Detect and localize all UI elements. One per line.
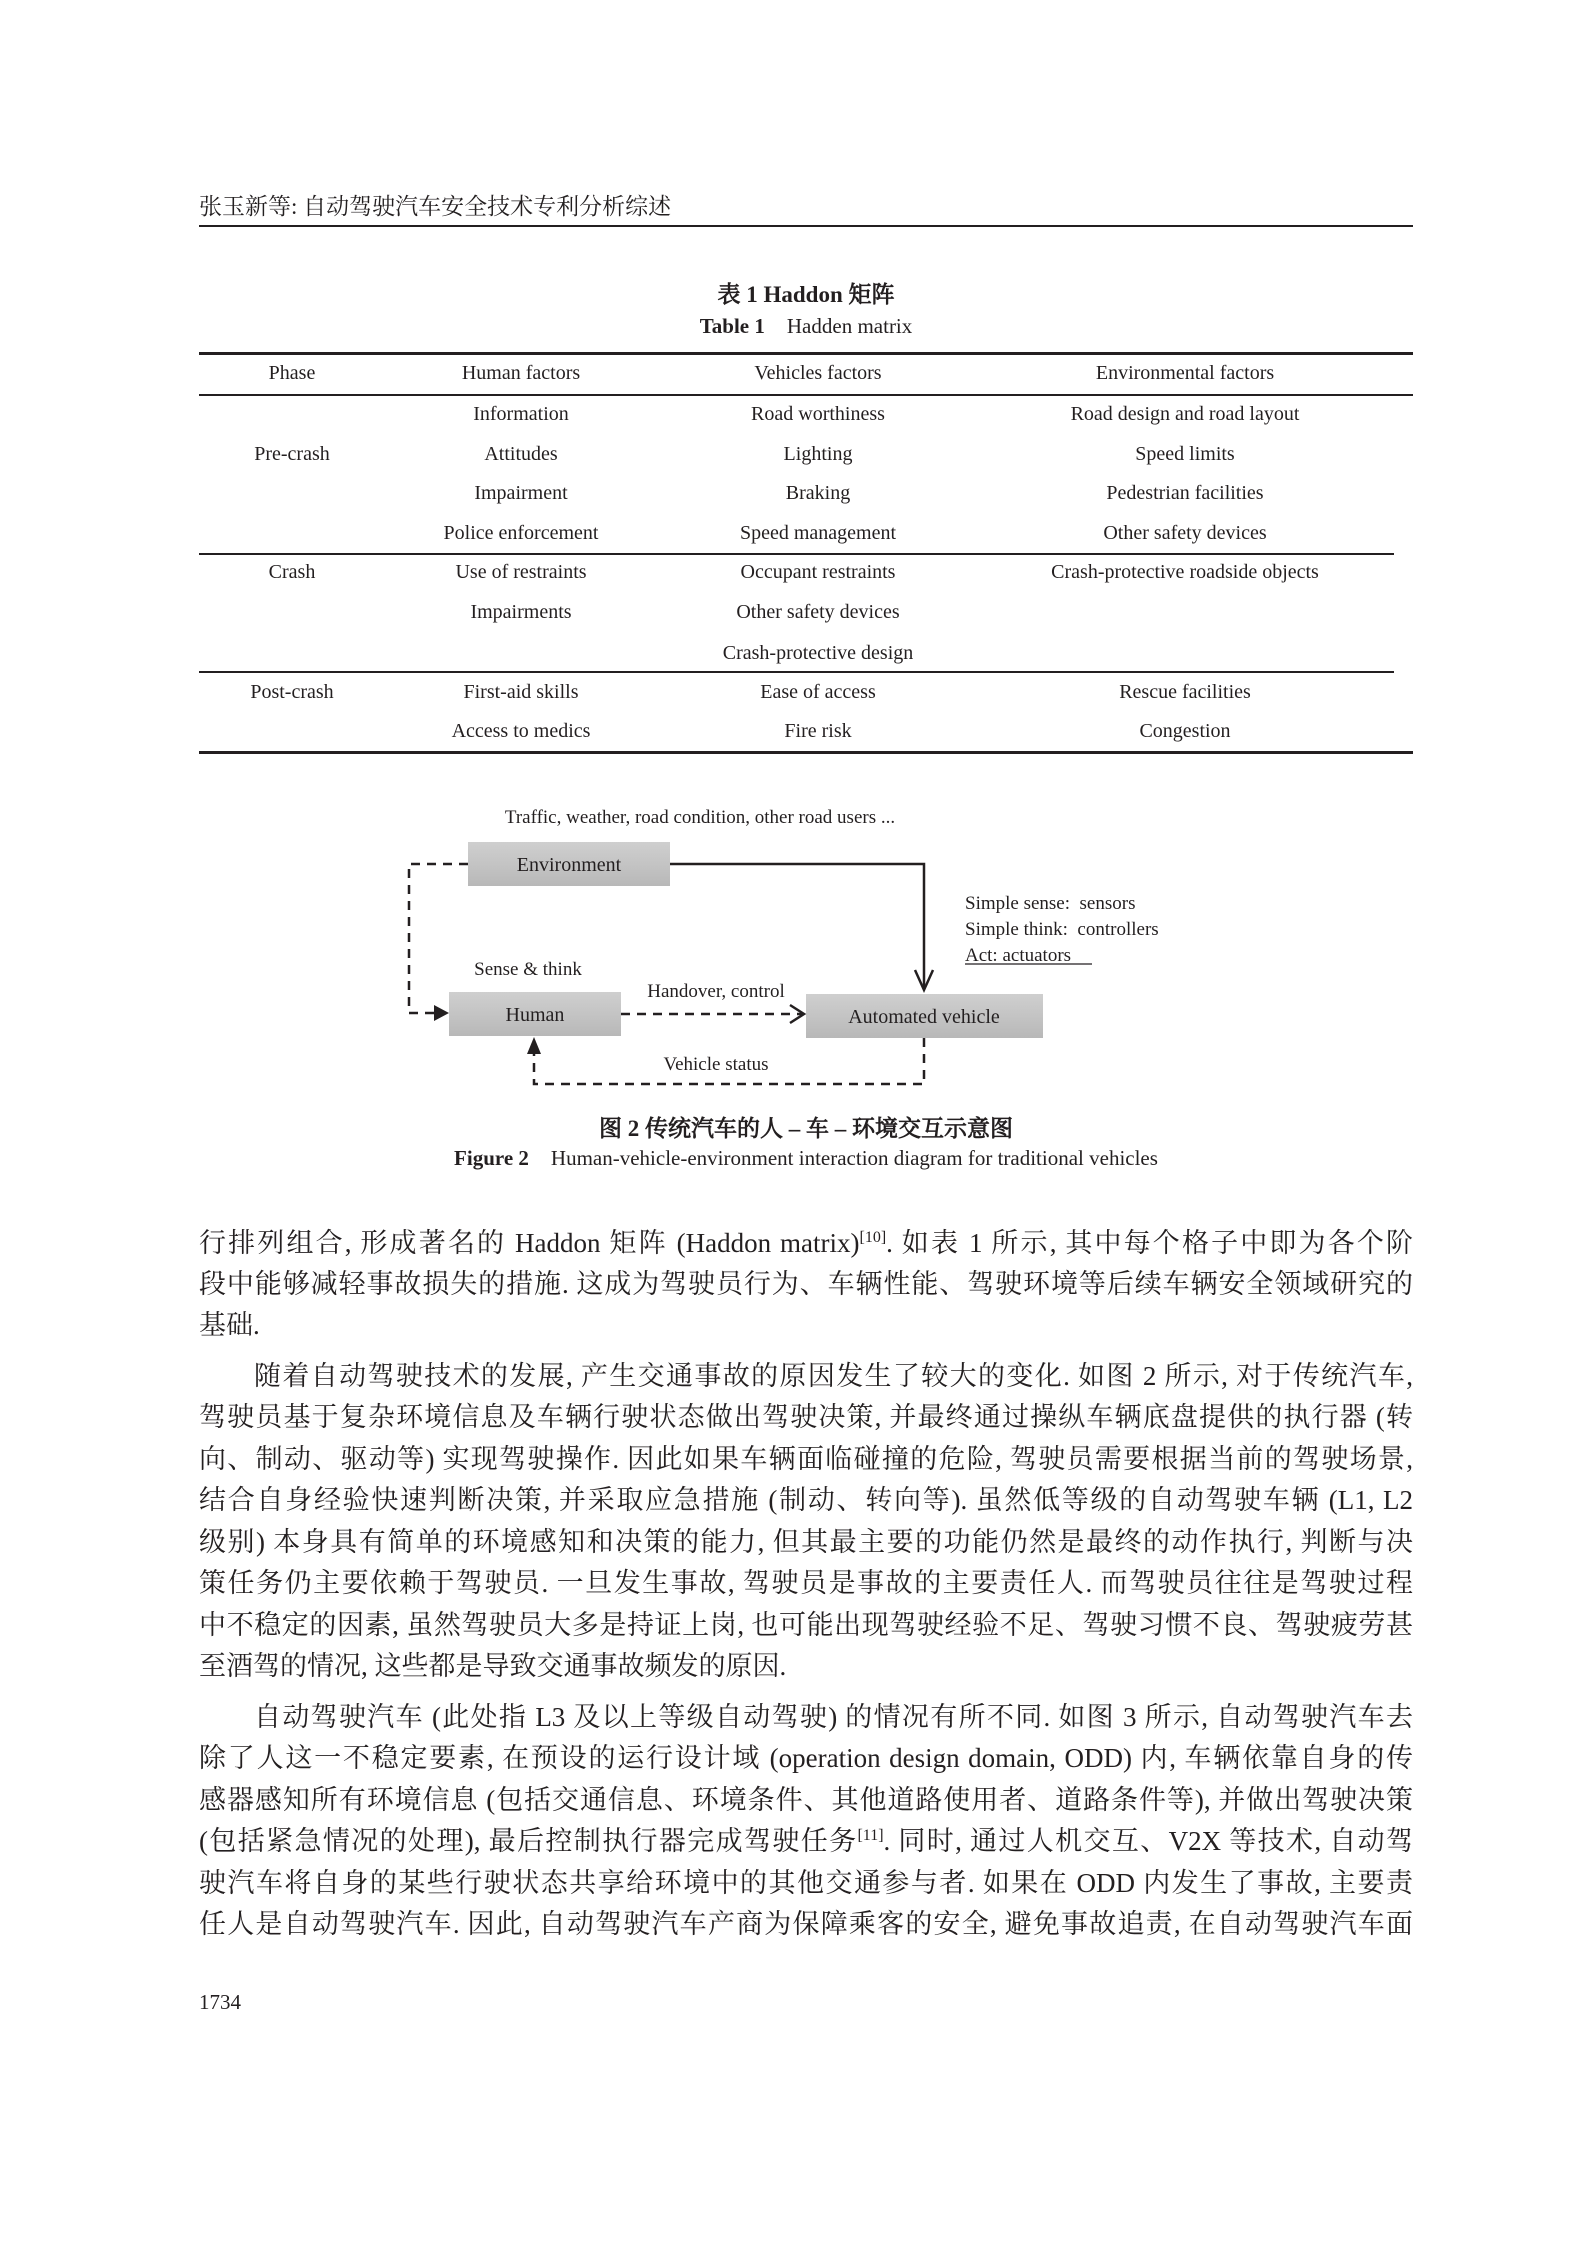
human-cell: Use of restraints: [455, 561, 587, 583]
environment-cell: Congestion: [1139, 720, 1231, 742]
vehicle-cell: Braking: [785, 482, 851, 504]
phase-cell: Pre-crash: [254, 443, 330, 465]
automated-vehicle-label: Automated vehicle: [848, 1006, 1000, 1028]
environment-node: [468, 842, 670, 886]
text-line: 驶汽车将自身的某些行驶状态共享给环境中的其他交通参与者. 如果在 ODD 内发生了事故, 主要责: [199, 1868, 1413, 1898]
text-line: [199, 1230, 1413, 1257]
environment-cell: Speed limits: [1135, 443, 1235, 465]
automated-vehicle-node: [806, 994, 1043, 1038]
text-line: 随着自动驾驶技术的发展, 产生交通事故的原因发生了较大的变化. 如图 2 所示, 对于传统汽车,: [254, 1361, 1413, 1391]
text-line: 段中能够减轻事故损失的措施. 这成为驾驶员行为、车辆性能、驾驶环境等后续车辆安全领域研究的: [199, 1269, 1413, 1299]
figure-label: Figure 2: [454, 1146, 529, 1170]
environment-cell: Road design and road layout: [1070, 403, 1300, 425]
human-cell: Information: [473, 403, 569, 425]
arrowhead-icon: [527, 1037, 541, 1054]
table-label: Table 1: [699, 314, 765, 338]
vehicle-cell: Other safety devices: [736, 601, 900, 623]
table-title: Hadden matrix: [786, 314, 913, 338]
text-line: 任人是自动驾驶汽车. 因此, 自动驾驶汽车产商为保障乘客的安全, 避免事故追责, 在自动驾驶汽车面: [199, 1909, 1413, 1939]
human-cell: First-aid skills: [463, 681, 579, 703]
human-cell: Attitudes: [484, 443, 558, 465]
text-line: 感器感知所有环境信息 (包括交通信息、环境条件、其他道路使用者、道路条件等), 并做出驾驶决策: [199, 1785, 1413, 1815]
environment-note: Traffic, weather, road condition, other road users ...: [504, 807, 896, 828]
vehicle-cell: Road worthiness: [751, 403, 885, 425]
vehicle-cell: Crash-protective design: [722, 642, 914, 664]
environment-cell: Rescue facilities: [1119, 681, 1251, 703]
running-head: 张玉新等: 自动驾驶汽车安全技术专利分析综述: [199, 194, 672, 219]
vehicle-cell: Ease of access: [760, 681, 876, 703]
text-span: . 同时, 通过人机交互、V2X 等技术, 自动驾: [883, 1826, 1414, 1856]
av-note-think: Simple think: controllers: [965, 919, 1159, 940]
env-to-av-arrow: [670, 864, 924, 988]
text-line: [199, 1828, 1413, 1855]
human-cell: Impairments: [470, 601, 572, 623]
text-line: 结合自身经验快速判断决策, 并采取应急措施 (制动、转向等). 虽然低等级的自动驾驶车辆 (L1, L2: [199, 1485, 1413, 1515]
phase-cell: Post-crash: [250, 681, 334, 703]
phase-cell: Crash: [268, 561, 316, 583]
figure-title: Human-vehicle-environment interaction diagram for traditional vehicles: [550, 1146, 1158, 1170]
env-to-human-arrow: [409, 864, 468, 1013]
text-line: 除了人这一不稳定要素, 在预设的运行设计域 (operation design domain, ODD) 内, 车辆依靠自身的传: [199, 1743, 1413, 1773]
human-label: Human: [505, 1004, 565, 1026]
av-note-sense: Simple sense: sensors: [965, 893, 1136, 914]
human-cell: Police enforcement: [443, 522, 599, 544]
human-node: [449, 992, 621, 1036]
text-span: 行排列组合, 形成著名的 Haddon 矩阵 (Haddon matrix): [199, 1228, 860, 1258]
environment-cell: Crash-protective roadside objects: [1051, 561, 1319, 583]
text-line: 策任务仍主要依赖于驾驶员. 一旦发生事故, 驾驶员是事故的主要责任人. 而驾驶员往往是驾驶过程: [199, 1568, 1413, 1598]
header-phase: Phase: [268, 362, 316, 384]
human-cell: Access to medics: [451, 720, 591, 742]
header-human: Human factors: [461, 362, 581, 384]
table-caption-cn: 表 1 Haddon 矩阵: [717, 282, 895, 307]
environment-cell: Pedestrian facilities: [1106, 482, 1264, 504]
human-cell: Impairment: [474, 482, 568, 504]
text-span: . 如表 1 所示, 其中每个格子中即为各个阶: [886, 1228, 1413, 1258]
text-span: (包括紧急情况的处理), 最后控制执行器完成驾驶任务: [199, 1826, 858, 1856]
arrowhead-icon: [434, 1005, 449, 1021]
av-note-act: Act: actuators: [965, 945, 1072, 966]
environment-label: Environment: [516, 854, 622, 876]
vehicle-cell: Occupant restraints: [740, 561, 896, 583]
vehicle-cell: Lighting: [783, 443, 853, 465]
figure-caption-cn: 图 2 传统汽车的人 – 车 – 环境交互示意图: [599, 1116, 1013, 1141]
text-line: 驾驶员基于复杂环境信息及车辆行驶状态做出驾驶决策, 并最终通过操纵车辆底盘提供的执行器 (转: [199, 1402, 1413, 1432]
vehicle-cell: Speed management: [739, 522, 897, 544]
vehicle-cell: Fire risk: [784, 720, 852, 742]
sense-think-label: Sense & think: [474, 959, 582, 980]
text-line: 自动驾驶汽车 (此处指 L3 及以上等级自动驾驶) 的情况有所不同. 如图 3 所示, 自动驾驶汽车去: [254, 1702, 1413, 1732]
text-line: 中不稳定的因素, 虽然驾驶员大多是持证上岗, 也可能出现驾驶经验不足、驾驶习惯不良、驾驶疲劳甚: [199, 1610, 1413, 1640]
vehicle-status-label: Vehicle status: [663, 1054, 769, 1075]
page-number: 1734: [199, 1990, 241, 2014]
citation-10[interactable]: [10]: [859, 1229, 887, 1246]
header-environment: Environmental factors: [1095, 362, 1275, 384]
text-line: 基础.: [199, 1310, 260, 1340]
figure-caption-en: [199, 1146, 1413, 1171]
handover-label: Handover, control: [647, 981, 785, 1002]
citation-11[interactable]: [11]: [857, 1827, 884, 1844]
text-line: 向、制动、驱动等) 实现驾驶操作. 因此如果车辆面临碰撞的危险, 驾驶员需要根据当前的驾驶场景,: [199, 1444, 1413, 1474]
text-line: 至酒驾的情况, 这些都是导致交通事故频发的原因.: [199, 1651, 787, 1681]
environment-cell: Other safety devices: [1103, 522, 1267, 544]
text-line: 级别) 本身具有简单的环境感知和决策的能力, 但其最主要的功能仍然是最终的动作执行, 判断与决: [199, 1527, 1413, 1557]
header-vehicle: Vehicles factors: [754, 362, 882, 384]
